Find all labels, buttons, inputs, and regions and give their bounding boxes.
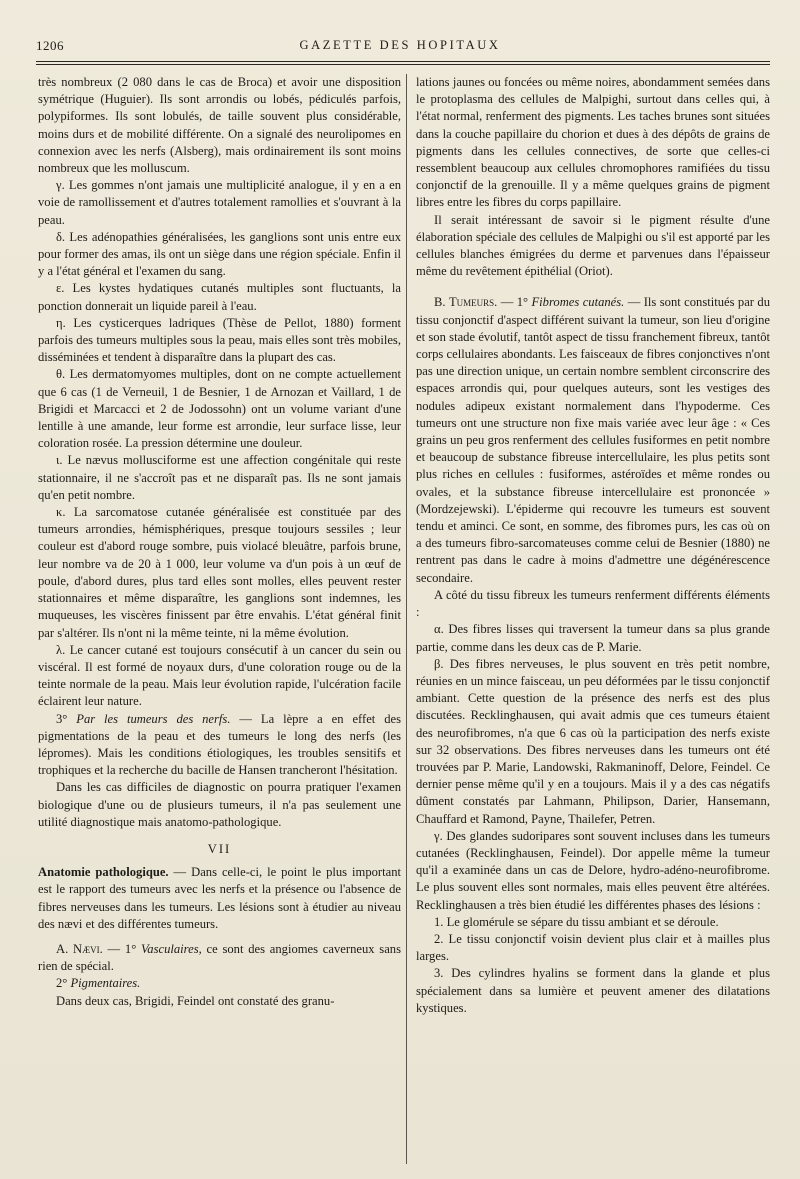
- section-number: VII: [207, 841, 232, 856]
- subsection-heading: Nævi.: [73, 941, 103, 956]
- paragraph: [38, 975, 401, 992]
- subsection-heading: Tumeurs.: [448, 295, 498, 310]
- paragraph: très nombreux (2 080 dans le cas de Broca) et avoir une disposition symétrique (Huguier). Ils sont arrondis ou lobés, pédiculés parfois, polypiformes. Ils sont lobulés, de taille souvent plus considérable, moins durs et de mobilité différente. On a signalé des neurolipomes en connexion avec les nerfs (Alsberg), mais ordinairement ils sont moins nombreux que les molluscum.: [38, 75, 401, 176]
- text-run: — La lèpre a en effet des pigmentations de la peau et des tumeurs le long des nerfs (les lépromes). Mais les conditions étiologiques, les troubles sensitifs et trophiques et la recherche du bacille de Hansen trancheront l'hésitation.: [38, 711, 402, 778]
- paragraph: 3. Des cylindres hyalins se forment dans la glande et plus spécialement dans sa lumière et peuvent amener des dilatations kystiques.: [416, 966, 770, 1015]
- paragraph: 1. Le glomérule se sépare du tissu ambiant et se déroule.: [434, 914, 719, 929]
- paragraph: κ. La sarcomatose cutanée généralisée est constituée par des tumeurs arrondies, hémisphériques, presque toujours sessiles ; leur couleur est d'abord rouge sombre, puis violacé bleuâtre, parfois brune, leur nombre va de 20 à 1 000, leur volume va d'un pois à un œuf de poule, d'abord dures, plus tard elles sont molles, elles peuvent rester stationnaires et même disparaître, les ganglions sont indemnes, les muqueuses, les viscères finissent par être envahis. L'état général finit par s'altérer. Ils n'ont ni la même teinte, ni la même évolution.: [38, 505, 401, 640]
- journal-title: GAZETTE DES HOPITAUX: [299, 38, 501, 52]
- paragraph: Il serait intéressant de savoir si le pigment résulte d'une élaboration spéciale des cellules de Malpighi ou s'il est apporté par les cellules blanches émigrées du derme et parvenues dans l'épaisseur même du revêtement épithélial (Oriot).: [416, 212, 770, 279]
- paragraph: γ. Les gommes n'ont jamais une multiplicité analogue, il y en a en voie de ramollissement et d'autres totalement ramollies et s'ouvrant à la peau.: [38, 178, 401, 227]
- paragraph: [38, 864, 401, 933]
- subheading-italic: Vasculaires,: [141, 941, 202, 956]
- text-run: — 1°: [102, 941, 141, 956]
- text-run: B.: [434, 295, 449, 310]
- paragraph: α. Des fibres lisses qui traversent la tumeur dans sa plus grande partie, comme dans les deux cas de P. Marie.: [416, 622, 770, 654]
- subheading-italic: Fibromes cutanés.: [531, 295, 625, 310]
- paragraph: γ. Des glandes sudoripares sont souvent incluses dans les tumeurs cutanées (Recklinghausen, Feindel). Dor appelle même la tumeur qu'il a examinée dans un cas de Delore, hydro-adéno-neurofibrome. Le plus souvent elles sont normales, mais elles peuvent être altérées. Recklinghausen a très bien étudié les différentes phases des lésions :: [416, 828, 770, 912]
- paragraph: A côté du tissu fibreux les tumeurs renferment différents éléments :: [416, 587, 770, 620]
- left-column: [38, 74, 401, 1010]
- paragraph: Dans deux cas, Brigidi, Feindel ont constaté des granu-: [56, 993, 335, 1008]
- subheading-italic: Pigmentaires.: [70, 976, 141, 991]
- column-divider: [406, 74, 407, 1164]
- paragraph: λ. Le cancer cutané est toujours consécutif à un cancer du sein ou viscéral. Il est formé de noyaux durs, d'une coloration rouge ou de la teinte normale de la peau. Mais leur évolution rapide, l'ulcération facile éclairent leur nature.: [38, 642, 401, 709]
- text-run: — Ils sont constitués par du tissu conjonctif d'aspect différent suivant la tumeur, son lieu d'origine et son stade évolutif, tantôt aspect de tissu franchement fibreux, tantôt corps cellulaires abondants. Les faisceaux de fibres conjonctives n'ont pas une direction unique, un certain nombre semblent circonscrire des espaces arrondis qui, pour quelques auteurs, sont les vestiges des nodules adipeux existant normalement dans l'hypoderme. Ces tumeurs ont une structure non fixe mais variée avec leur âge : « Ces grains un peu gros renferment des cellules fusiformes en petit nombre et beaucoup de substance fibreuse intercellulaire, les plus petits sont plus riches en cellules : fusiformes, astéroïdes et même rondes ou ovales, et la substance fibreuse intercellulaire est prononcée » (Mordzejewski). L'épiderme qui recouvre les tumeurs est souvent tendu et aminci. Ce sont, en somme, des fibromes purs, les cas où on a des tumeurs fibro-sarcomateuses comme celui de Besnier (1880) ne rentrent pas dans le cadre à moins d'admettre une dégénérescence secondaire.: [416, 295, 771, 585]
- paragraph: Dans les cas difficiles de diagnostic on pourra pratiquer l'examen biologique d'une ou de plusieurs tumeurs, il n'a pas seulement une utilité diagnostique mais anatomo-pathologique.: [38, 780, 401, 829]
- header-rule-thin: [36, 64, 770, 65]
- paragraph: ε. Les kystes hydatiques cutanés multiples sont fluctuants, la ponction donnerait un liquide pareil à l'eau.: [38, 281, 401, 313]
- paragraph: ι. Le nævus mollusciforme est une affection congénitale qui reste stationnaire, il ne s'accroît pas et ne disparaît pas. Ils ne sont jamais qu'en petit nombre.: [38, 453, 401, 502]
- section-heading: Anatomie pathologique.: [38, 865, 169, 880]
- text-run: — 1°: [497, 295, 532, 310]
- paragraph: β. Des fibres nerveuses, le plus souvent en très petit nombre, réunies en un mince faisceau, un peu déformées par le tissu conjonctif ambiant. Cette question de la présence des nerfs est des plus discutées. Recklinghausen, qui avait admis que ces tumeurs étaient des neurofibromes, n'a que 6 cas où la participation des nerfs existe sur 32 observations. Des fibres nerveuses dans les tumeurs ont été trouvées par P. Marie, Landowski, Rakmaninoff, Delore, Feindel. Ce dernier pense même qu'il y en a toujours. Mais il y a des cas négatifs dûment constatés par Lahmann, Philipson, Darier, Hansemann, Chauffard et Ramond, Payne, Thailefer, Petren.: [416, 656, 770, 826]
- paragraph: 2. Le tissu conjonctif voisin devient plus clair et à mailles plus larges.: [416, 931, 770, 964]
- subheading-italic: Par les tumeurs des nerfs.: [76, 711, 231, 726]
- text-run: ce sont des angiomes caverneux sans rien de spécial.: [38, 941, 401, 974]
- paragraph: lations jaunes ou foncées ou même noires, abondamment semées dans le protoplasma des cellules de Malpighi, surtout dans celles qui, à l'état normal, renferment des pigments. Les taches brunes sont situées dans la couche papillaire du chorion et dues à des dépôts de grains de pigments dans les cellules connectives, de sorte que celles-ci ressemblent beaucoup aux cellules chromophores ramifiées du tissu conjonctif de la grenouille. Il y a même quelques grains de pigment libres entre les fibres du corps papillaire.: [416, 75, 770, 210]
- paragraph: [38, 711, 401, 780]
- paragraph: [38, 941, 401, 975]
- paragraph: η. Les cysticerques ladriques (Thèse de Pellot, 1880) forment parfois des tumeurs multiples sous la peau, mais elles sont très mobiles, disséminées et tendent à disparaître dans la plupart des cas.: [38, 315, 401, 365]
- header-rule: [36, 61, 770, 62]
- text-run: — Dans celle-ci, le point le plus important est le rapport des tumeurs avec les nerfs et la présence ou l'absence de fibres nerveuses dans les tumeurs. Les lésions sont à étudier au niveau des nævi et des différentes tumeurs.: [38, 865, 402, 931]
- paragraph: δ. Les adénopathies généralisées, les ganglions sont unis entre eux pour former des amas, ils ont un siège dans une région spéciale. Enfin il y a l'état général et l'examen du sang.: [38, 229, 401, 279]
- text-run: 3°: [56, 711, 77, 726]
- right-column: [416, 74, 770, 1017]
- text-run: 2°: [56, 976, 71, 991]
- paragraph: θ. Les dermatomyomes multiples, dont on ne compte actuellement que 6 cas (1 de Verneuil, 1 de Besnier, 1 de Arnozan et Vaillard, 1 de Brigidi et Marcacci et 2 de Jodossohn) ont un volume variant d'une lentille à une amande, leur forme est arrondie, leur surface lisse, leur coloration rosée. La pression détermine une douleur.: [38, 367, 401, 451]
- page-number: 1206: [36, 38, 64, 53]
- text-run: A.: [56, 941, 74, 956]
- paragraph: [416, 294, 770, 586]
